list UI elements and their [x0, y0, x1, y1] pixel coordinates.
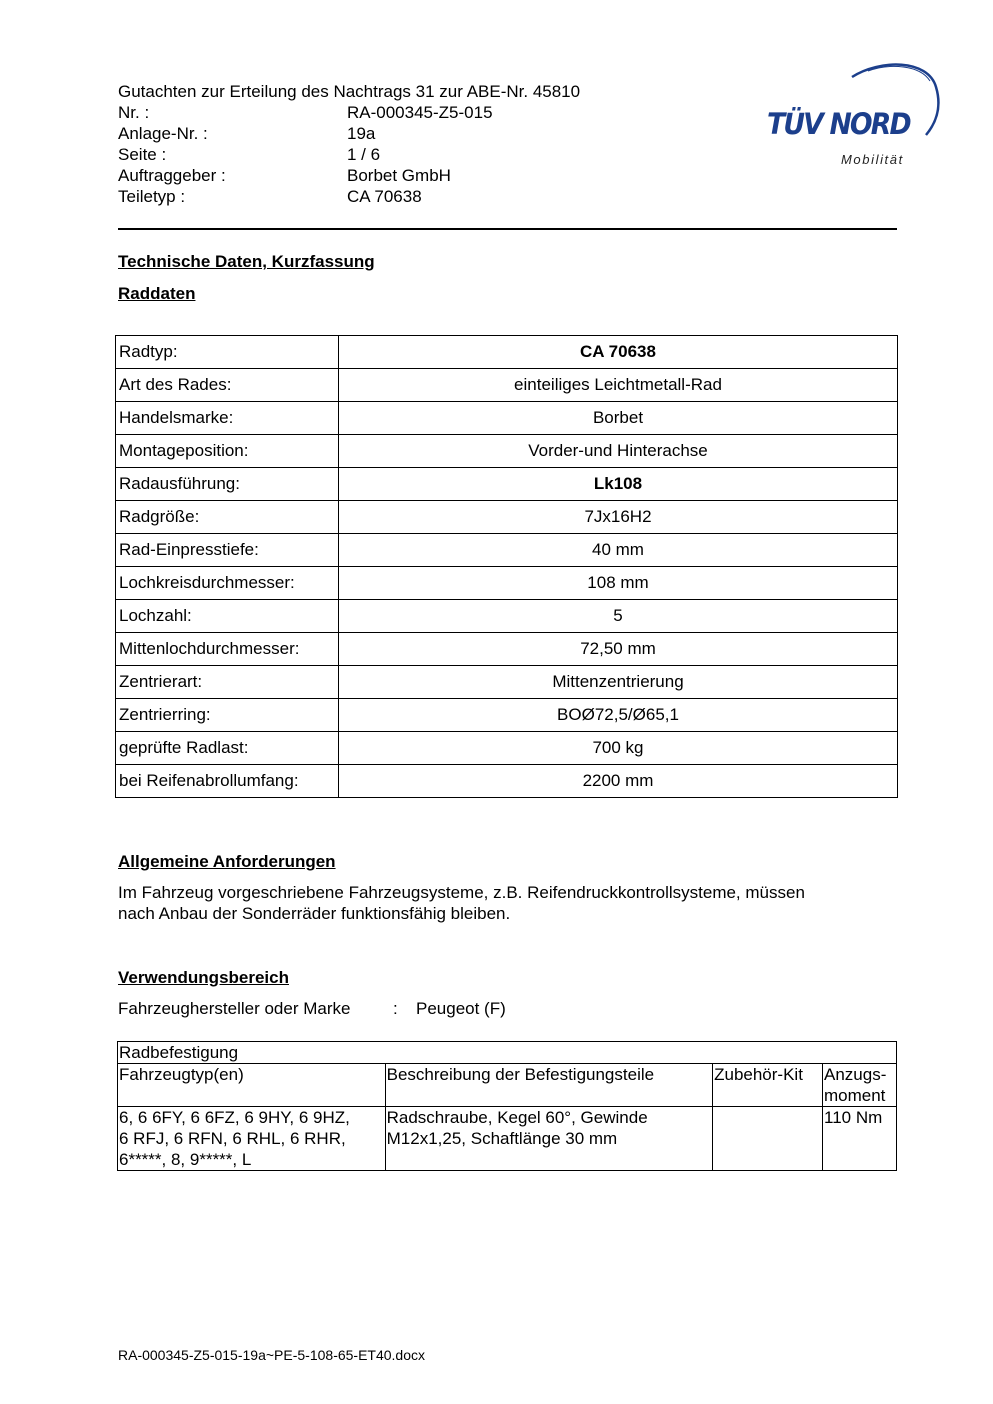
- header-field-value: 1 / 6: [347, 145, 381, 164]
- cell-vehicle-types: 6, 6 6FY, 6 6FZ, 6 9HY, 6 9HZ, 6 RFJ, 6 RFN, 6 RHL, 6 RHR, 6*****, 8, 9*****, L: [118, 1107, 386, 1171]
- header-field-value: CA 70638: [347, 187, 422, 206]
- header-accessory-kit: Zubehör-Kit: [713, 1064, 823, 1107]
- wheel-data-value: 40 mm: [339, 534, 898, 567]
- header-description: Beschreibung der Befestigungsteile: [385, 1064, 712, 1107]
- wheel-data-row: [116, 666, 898, 699]
- header-field-value: 19a: [347, 124, 376, 143]
- wheel-data-row: [116, 600, 898, 633]
- section-heading-wheel-data: Raddaten: [118, 284, 196, 303]
- wheel-data-row: [116, 765, 898, 798]
- wheel-data-label: bei Reifenabrollumfang:: [116, 765, 339, 798]
- wheel-data-label: Zentrierring:: [116, 699, 339, 732]
- manufacturer-label: Fahrzeughersteller oder Marke: [118, 999, 351, 1018]
- wheel-data-row: [116, 732, 898, 765]
- wheel-data-row: [116, 567, 898, 600]
- wheel-data-label: Zentrierart:: [116, 666, 339, 699]
- wheel-data-row: [116, 468, 898, 501]
- report-title: Gutachten zur Erteilung des Nachtrags 31 zur ABE-Nr. 45810: [118, 82, 581, 101]
- wheel-data-value: Lk108: [339, 468, 898, 501]
- header-field-label: Seite :: [118, 145, 167, 164]
- wheel-data-row: [116, 501, 898, 534]
- wheel-data-row: [116, 534, 898, 567]
- header-field-value: Borbet GmbH: [347, 166, 451, 185]
- header-vehicle-types: Fahrzeugtyp(en): [118, 1064, 386, 1107]
- general-requirements-text: Im Fahrzeug vorgeschriebene Fahrzeugsysteme, z.B. Reifendruckkontrollsysteme, müssen nach Anbau der Sonderräder funktionsfähig bleiben.: [118, 883, 805, 923]
- logo-wordmark: TÜV NORD: [767, 107, 910, 141]
- header-field-label: Auftraggeber :: [118, 166, 226, 185]
- wheel-data-label: Montageposition:: [116, 435, 339, 468]
- wheel-data-value: Vorder-und Hinterachse: [339, 435, 898, 468]
- wheel-data-value: einteiliges Leichtmetall-Rad: [339, 369, 898, 402]
- logo-subtitle: Mobilität: [841, 152, 904, 167]
- wheel-data-value: BOØ72,5/Ø65,1: [339, 699, 898, 732]
- wheel-data-row: [116, 336, 898, 369]
- footer-filename: RA-000345-Z5-015-19a~PE-5-108-65-ET40.docx: [118, 1347, 426, 1363]
- manufacturer-value: Peugeot (F): [416, 999, 506, 1018]
- header-field-label: Teiletyp :: [118, 187, 186, 206]
- section-heading-tech-data: Technische Daten, Kurzfassung: [118, 252, 375, 271]
- wheel-data-value: 72,50 mm: [339, 633, 898, 666]
- wheel-data-table: [115, 335, 898, 798]
- wheel-data-label: Radtyp:: [116, 336, 339, 369]
- wheel-data-value: 108 mm: [339, 567, 898, 600]
- header-fields: [118, 102, 647, 207]
- tuev-nord-logo: [760, 55, 950, 175]
- wheel-data-row: [116, 402, 898, 435]
- wheel-data-value: 700 kg: [339, 732, 898, 765]
- wheel-data-label: Radausführung:: [116, 468, 339, 501]
- mounting-table: [117, 1041, 897, 1171]
- cell-description: Radschraube, Kegel 60°, Gewinde M12x1,25, Schaftlänge 30 mm: [385, 1107, 712, 1171]
- manufacturer-separator: :: [393, 999, 398, 1018]
- wheel-data-value: CA 70638: [339, 336, 898, 369]
- mounting-title: Radbefestigung: [118, 1042, 897, 1064]
- mounting-data-row: [118, 1107, 897, 1171]
- wheel-data-label: geprüfte Radlast:: [116, 732, 339, 765]
- wheel-data-label: Art des Rades:: [116, 369, 339, 402]
- wheel-data-row: [116, 435, 898, 468]
- wheel-data-row: [116, 633, 898, 666]
- wheel-data-value: Borbet: [339, 402, 898, 435]
- wheel-data-label: Lochkreisdurchmesser:: [116, 567, 339, 600]
- wheel-data-value: 2200 mm: [339, 765, 898, 798]
- header-divider: [118, 228, 897, 230]
- wheel-data-label: Radgröße:: [116, 501, 339, 534]
- wheel-data-label: Lochzahl:: [116, 600, 339, 633]
- cell-accessory-kit: [713, 1107, 823, 1171]
- mounting-header-row: [118, 1064, 897, 1107]
- wheel-data-label: Rad-Einpresstiefe:: [116, 534, 339, 567]
- wheel-data-value: 7Jx16H2: [339, 501, 898, 534]
- wheel-data-value: 5: [339, 600, 898, 633]
- wheel-data-value: Mittenzentrierung: [339, 666, 898, 699]
- section-heading-general: Allgemeine Anforderungen: [118, 852, 336, 871]
- header-field-label: Nr. :: [118, 103, 150, 122]
- section-heading-usage: Verwendungsbereich: [118, 968, 289, 987]
- header-torque: Anzugs- moment: [823, 1064, 897, 1107]
- header-field-label: Anlage-Nr. :: [118, 124, 208, 143]
- wheel-data-row: [116, 369, 898, 402]
- wheel-data-label: Mittenlochdurchmesser:: [116, 633, 339, 666]
- header-field-value: RA-000345-Z5-015: [347, 103, 493, 122]
- mounting-title-row: [118, 1042, 897, 1064]
- cell-torque: 110 Nm: [823, 1107, 897, 1171]
- wheel-data-row: [116, 699, 898, 732]
- wheel-data-label: Handelsmarke:: [116, 402, 339, 435]
